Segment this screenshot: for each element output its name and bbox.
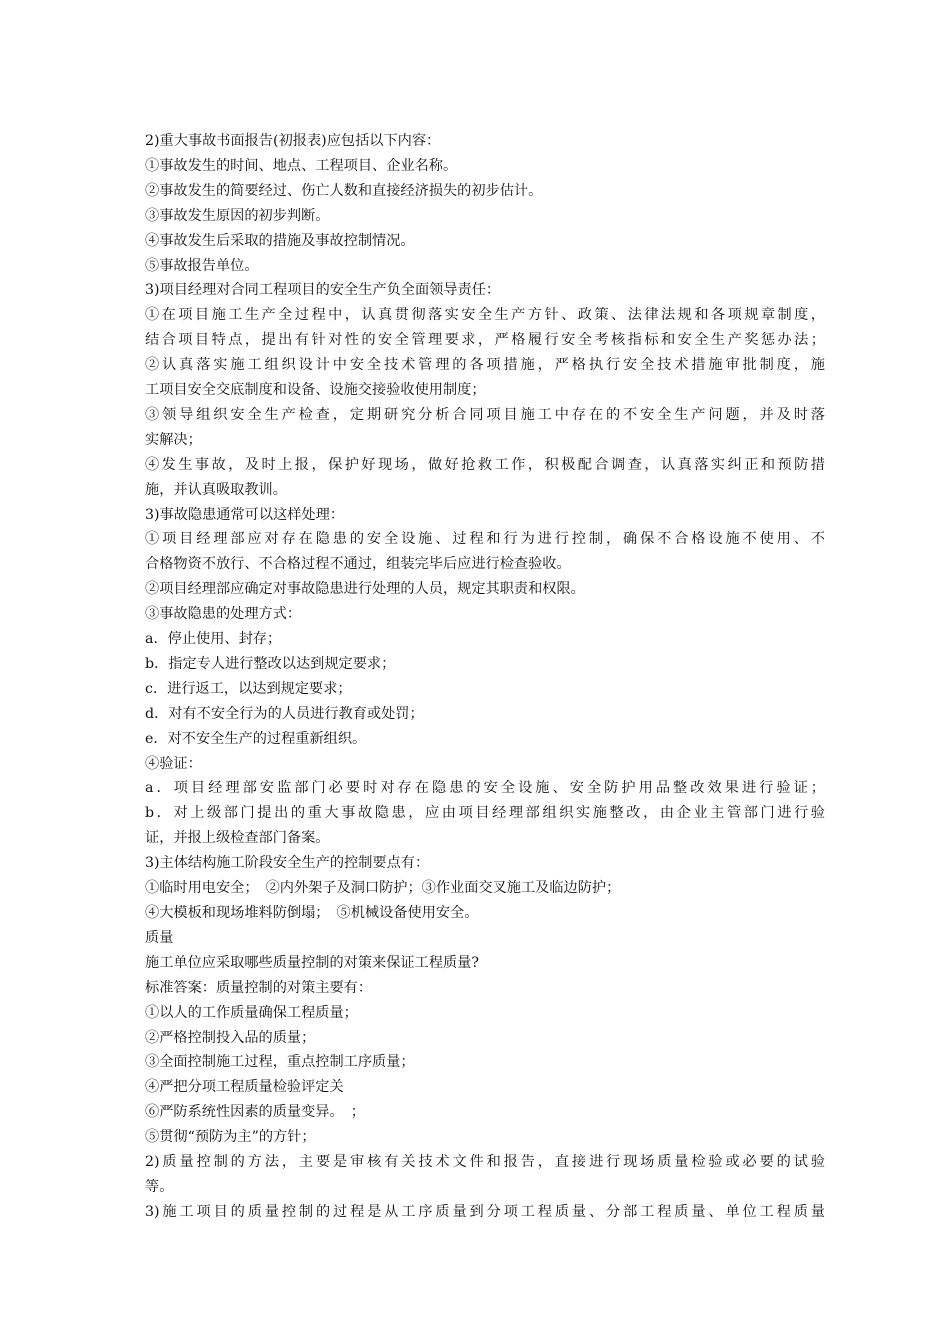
document-body [145,129,825,1225]
text-line: ⑤贯彻“预防为主”的方针； [145,1129,316,1146]
text-line: ⑥严防系统性因素的质量变异。 ； [145,1104,365,1121]
text-line: ④验证： [145,755,202,772]
text-line: ②严格控制投入品的质量； [145,1029,316,1046]
text-line: 3)事故隐患通常可以这样处理： [145,506,345,523]
text-line: ①在项目施工生产全过程中，认真贯彻落实安全生产方针、政策、法律法规和各项规章制度， [145,307,825,324]
text-line: ①事故发生的时间、地点、工程项目、企业名称。 [145,157,458,174]
text-line: 等。 [145,1178,174,1195]
text-line: ③事故发生原因的初步判断。 [145,207,330,224]
text-line: 质量 [145,929,174,946]
text-line: ②项目经理部应确定对事故隐患进行处理的人员，规定其职责和权限。 [145,581,585,598]
text-line: ④大模板和现场堆料防倒塌； ⑤机械设备使用安全。 [145,904,479,921]
text-line: 施，并认真吸取教训。 [145,481,287,498]
text-line: d．对有不安全行为的人员进行教育或处罚； [145,705,424,722]
text-line: ④事故发生后采取的措施及事故控制情况。 [145,232,415,249]
text-line: ①临时用电安全； ②内外架子及洞口防护；③作业面交叉施工及临边防护； [145,880,621,897]
text-line: e．对不安全生产的过程重新组织。 [145,730,367,747]
text-line: ⑤事故报告单位。 [145,257,259,274]
text-line: 2)质量控制的方法，主要是审核有关技术文件和报告，直接进行现场质量检验或必要的试验 [145,1154,825,1171]
text-line: ①项目经理部应对存在隐患的安全设施、过程和行为进行控制，确保不合格设施不使用、不 [145,531,825,548]
text-line: ③全面控制施工过程，重点控制工序质量； [145,1054,415,1071]
text-line: c．进行返工，以达到规定要求； [145,680,352,697]
text-line: b．对上级部门提出的重大事故隐患，应由项目经理部组织实施整改，由企业主管部门进行验 [145,805,825,822]
text-line: 合格物资不放行、不合格过程不通过，组装完毕后应进行检查验收。 [145,556,571,573]
text-line: 标准答案：质量控制的对策主要有： [145,979,373,996]
text-line: a．停止使用、封存； [145,631,282,648]
text-line: b．指定专人进行整改以达到规定要求； [145,655,396,672]
text-line: 实解决； [145,431,202,448]
text-line: ②事故发生的简要经过、伤亡人数和直接经济损失的初步估计。 [145,182,543,199]
text-line: ②认真落实施工组织设计中安全技术管理的各项措施，严格执行安全技术措施审批制度，施 [145,357,825,374]
text-line: 结合项目特点，提出有针对性的安全管理要求，严格履行安全考核指标和安全生产奖惩办法； [145,332,825,349]
text-line: 证，并报上级检查部门备案。 [145,830,330,847]
text-line: ①以人的工作质量确保工程质量； [145,1004,358,1021]
text-line: 3)施工项目的质量控制的过程是从工序质量到分项工程质量、分部工程质量、单位工程质量 [145,1203,825,1220]
text-line: 3)主体结构施工阶段安全生产的控制要点有： [145,855,430,872]
text-line: ③事故隐患的处理方式： [145,606,302,623]
text-line: ④发生事故，及时上报，保护好现场，做好抢救工作，积极配合调查，认真落实纠正和预防措 [145,456,825,473]
text-line: ③领导组织安全生产检查，定期研究分析合同项目施工中存在的不安全生产问题，并及时落 [145,406,825,423]
text-line: 2)重大事故书面报告(初报表)应包括以下内容： [145,133,441,149]
text-line: 工项目安全交底制度和设备、设施交接验收使用制度； [145,382,486,399]
text-line: 施工单位应采取哪些质量控制的对策来保证工程质量? [145,954,479,971]
text-line: a．项目经理部安监部门必要时对存在隐患的安全设施、安全防护用品整改效果进行验证； [145,780,825,797]
text-line: ④严把分项工程质量检验评定关 [145,1079,344,1096]
text-line: 3)项目经理对合同工程项目的安全生产负全面领导责任： [145,282,501,299]
